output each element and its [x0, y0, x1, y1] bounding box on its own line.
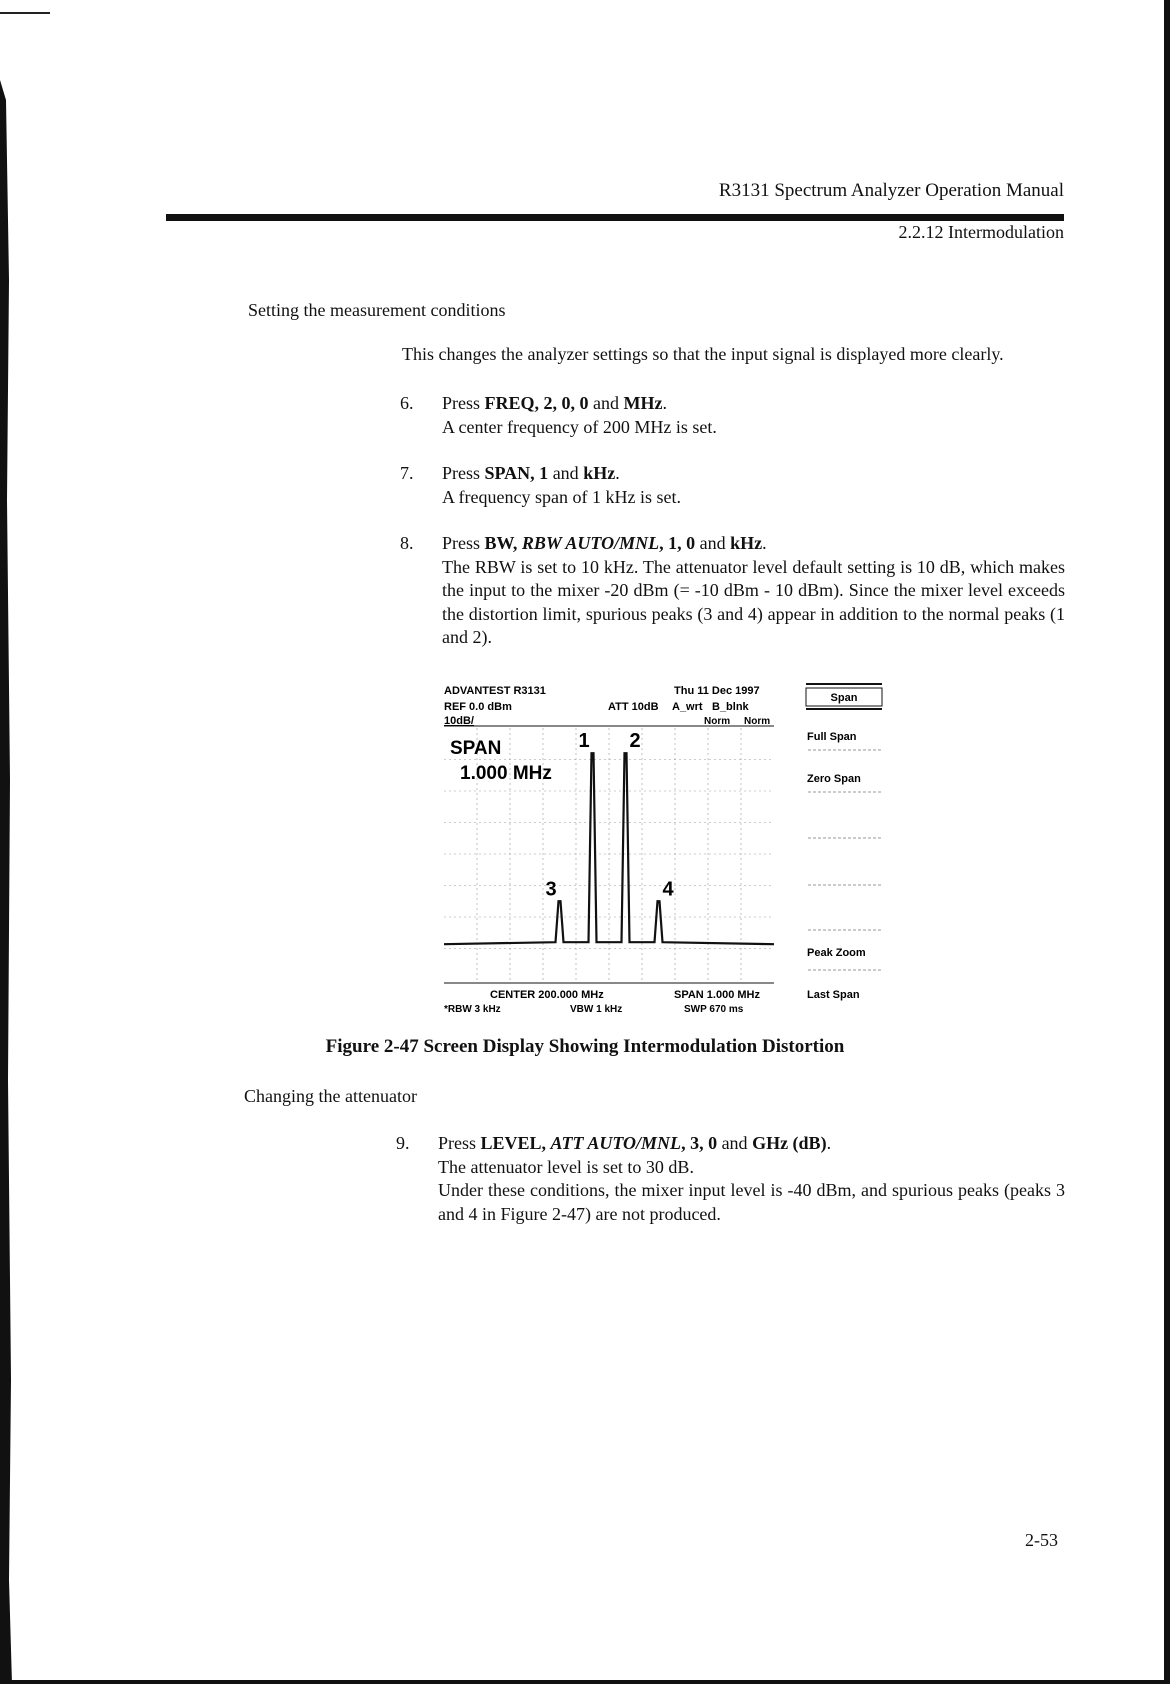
intro-paragraph: This changes the analyzer settings so that the input signal is displayed more clearly.	[402, 344, 1004, 364]
screen-b-mode: B_blnk	[712, 701, 749, 713]
peak-label-4: 4	[662, 878, 674, 901]
scan-edge-bottom	[0, 1680, 1170, 1684]
step-number: 6.	[400, 393, 414, 413]
page-number: 2-53	[1025, 1530, 1058, 1550]
screen-a-mode: A_wrt	[672, 701, 703, 713]
step-instruction: Press SPAN, 1 and kHz.	[442, 463, 620, 483]
step-instruction: Press FREQ, 2, 0, 0 and MHz.	[442, 393, 668, 413]
scan-edge-right	[1164, 0, 1170, 1684]
screen-vbw: VBW 1 kHz	[570, 1004, 623, 1015]
step-6	[400, 392, 1065, 439]
step-description: A frequency span of 1 kHz is set.	[442, 486, 681, 507]
screen-scale: 10dB/	[444, 715, 474, 727]
screen-b-norm: Norm	[744, 716, 771, 727]
step-instruction: Press BW, RBW AUTO/MNL, 1, 0 and kHz.	[442, 533, 767, 553]
screen-sweep-time: SWP 670 ms	[684, 1004, 744, 1015]
softkey-peak-zoom[interactable]: Peak Zoom	[807, 947, 866, 959]
step-number: 7.	[400, 463, 414, 483]
step-number: 9.	[396, 1133, 410, 1153]
screen-rbw: *RBW 3 kHz	[444, 1004, 501, 1015]
softkey-last-span[interactable]: Last Span	[807, 989, 860, 1001]
screen-date: Thu 11 Dec 1997	[674, 685, 760, 697]
scan-edge-left	[0, 80, 12, 1684]
softkey-full-span[interactable]: Full Span	[807, 731, 857, 743]
step-instruction: Press LEVEL, ATT AUTO/MNL, 3, 0 and GHz (dB).	[438, 1133, 832, 1153]
scan-edge-top	[0, 12, 50, 14]
step-8	[400, 532, 1065, 650]
manual-title: R3131 Spectrum Analyzer Operation Manual	[718, 180, 1064, 201]
peak-label-2: 2	[629, 730, 641, 753]
peak-label-3: 3	[545, 878, 557, 901]
step-description: The attenuator level is set to 30 dB.	[438, 1156, 694, 1177]
softkey-title: Span	[830, 692, 858, 704]
step-description: A center frequency of 200 MHz is set.	[442, 416, 717, 437]
screen-center-freq: CENTER 200.000 MHz	[490, 989, 604, 1001]
step-description: The RBW is set to 10 kHz. The attenuator level default setting is 10 dB, which makes the input to the mixer -20 dBm (= -10 dBm - 10 dBm). Since the mixer level exceeds the distortion limit, spurious peaks (3 and 4) appear in addition to the normal peaks (1 and 2).	[442, 556, 1065, 647]
screen-attenuation: ATT 10dB	[608, 701, 659, 713]
screen-ref-level: REF 0.0 dBm	[444, 701, 512, 713]
screen-span: SPAN 1.000 MHz	[674, 989, 760, 1001]
span-overlay-value: 1.000 MHz	[460, 763, 552, 784]
screen-model: ADVANTEST R3131	[444, 685, 546, 697]
peak-labels	[546, 730, 675, 900]
header-rule	[166, 214, 1064, 221]
spectrum-figure	[442, 680, 890, 1025]
section-title: 2.2.12 Intermodulation	[898, 222, 1064, 242]
subheading-measurement-conditions: Setting the measurement conditions	[248, 300, 506, 320]
span-overlay-label: SPAN	[450, 738, 502, 759]
figure-caption: Figure 2-47 Screen Display Showing Intermodulation Distortion	[325, 1036, 845, 1057]
step-description: Under these conditions, the mixer input level is -40 dBm, and spurious peaks (peaks 3 and 4 in Figure 2-47) are not produced.	[438, 1180, 1065, 1224]
subheading-changing-attenuator: Changing the attenuator	[244, 1086, 417, 1106]
spectrum-screen	[442, 680, 890, 1025]
step-number: 8.	[400, 533, 414, 553]
softkey-zero-span[interactable]: Zero Span	[807, 773, 861, 785]
screen-a-norm: Norm	[704, 716, 731, 727]
step-7	[400, 462, 1065, 509]
peak-label-1: 1	[578, 730, 590, 753]
step-9	[396, 1132, 1065, 1226]
